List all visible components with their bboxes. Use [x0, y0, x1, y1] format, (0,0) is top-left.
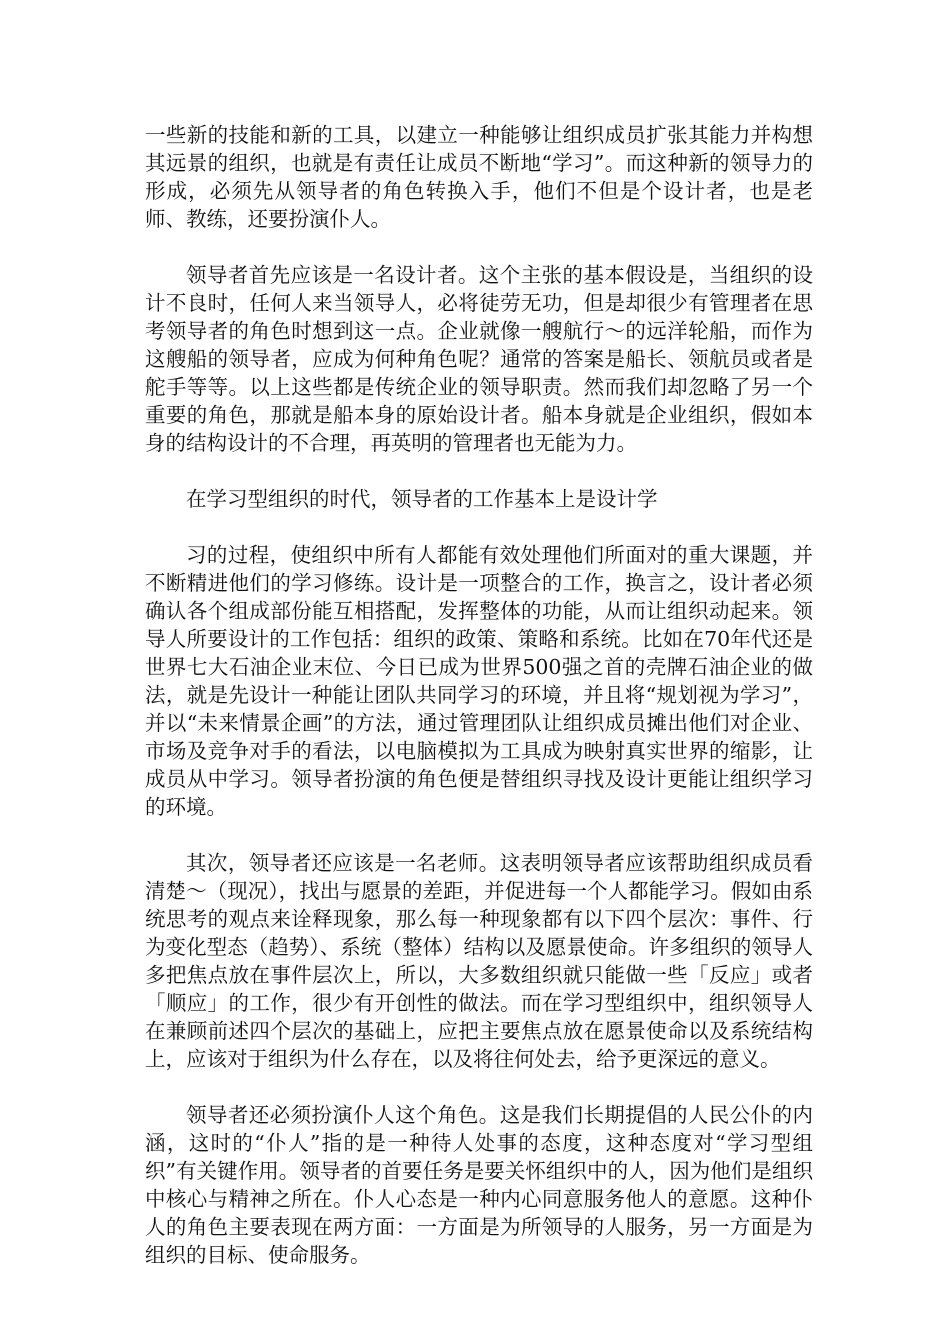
paragraph-leader-as-designer: 领导者首先应该是一名设计者。这个主张的基本假设是，当组织的设计不良时，任何人来当领导人，必将徒劳无功，但是却很少有管理者在思考领导者的角色时想到这一点。企业就像一艘航行～的远洋轮船，而作为这艘船的领导者，应成为何种角色呢？通常的答案是船长、领航员或者是舵手等等。以上这些都是传统企业的领导职责。然而我们却忽略了另一个重要的角色，那就是船本身的原始设计者。船本身就是企业组织，假如本身的结构设计的不合理，再英明的管理者也无能为力。: [145, 263, 813, 455]
paragraph-leader-as-teacher: 其次，领导者还应该是一名老师。这表明领导者应该帮助组织成员看清楚～（现况），找出与愿景的差距，并促进每一个人都能学习。假如由系统思考的观点来诠释现象，那么每一种现象都有以下四个层次：事件、行为变化型态（趋势）、系统（整体）结构以及愿景使命。许多组织的领导人多把焦点放在事件层次上，所以，大多数组织就只能做一些「反应」或者「顺应」的工作，很少有开创性的做法。而在学习型组织中，组织领导人在兼顾前述四个层次的基础上，应把主要焦点放在愿景使命以及系统结构上，应该对于组织为什么存在，以及将往何处去，给予更深远的意义。: [145, 851, 813, 1071]
paragraph-intro-continuation: 一些新的技能和新的工具，以建立一种能够让组织成员扩张其能力并构想其远景的组织，也就是有责任让成员不断地“学习”。而这种新的领导力的形成，必须先从领导者的角色转换入手，他们不但是个设计者，也是老师、教练，还要扮演仆人。: [145, 123, 813, 231]
paragraph-design-learning-lead: 在学习型组织的时代，领导者的工作基本上是设计学: [186, 487, 658, 511]
paragraph-leader-as-servant: 领导者还必须扮演仆人这个角色。这是我们长期提倡的人民公仆的内涵，这时的“仆人”指的是一种待人处事的态度，这种态度对“学习型组织”有关键作用。领导者的首要任务是要关怀组织中的人，因为他们是组织中核心与精神之所在。仆人心态是一种内心同意服务他人的意愿。这种仆人的角色主要表现在两方面：一方面是为所领导的人服务，另一方面是为组织的目标、使命服务。: [145, 1103, 813, 1267]
paragraph-design-learning-process: 习的过程，使组织中所有人都能有效处理他们所面对的重大课题，并不断精进他们的学习修练。设计是一项整合的工作，换言之，设计者必须确认各个组成部份能互相搭配，发挥整体的功能，从而让组织动起来。领导人所要设计的工作包括：组织的政策、策略和系统。比如在70年代还是世界七大石油企业末位、今日已成为世界500强之首的壳牌石油企业的做法，就是先设计一种能让团队共同学习的环境，并且将“规划视为学习”，并以“未来情景企画”的方法，通过管理团队让组织成员摊出他们对企业、市场及竞争对手的看法，以电脑模拟为工具成为映射真实世界的缩影，让成员从中学习。领导者扮演的角色便是替组织寻找及设计更能让组织学习的环境。: [145, 543, 813, 819]
document-page: [145, 121, 813, 1269]
